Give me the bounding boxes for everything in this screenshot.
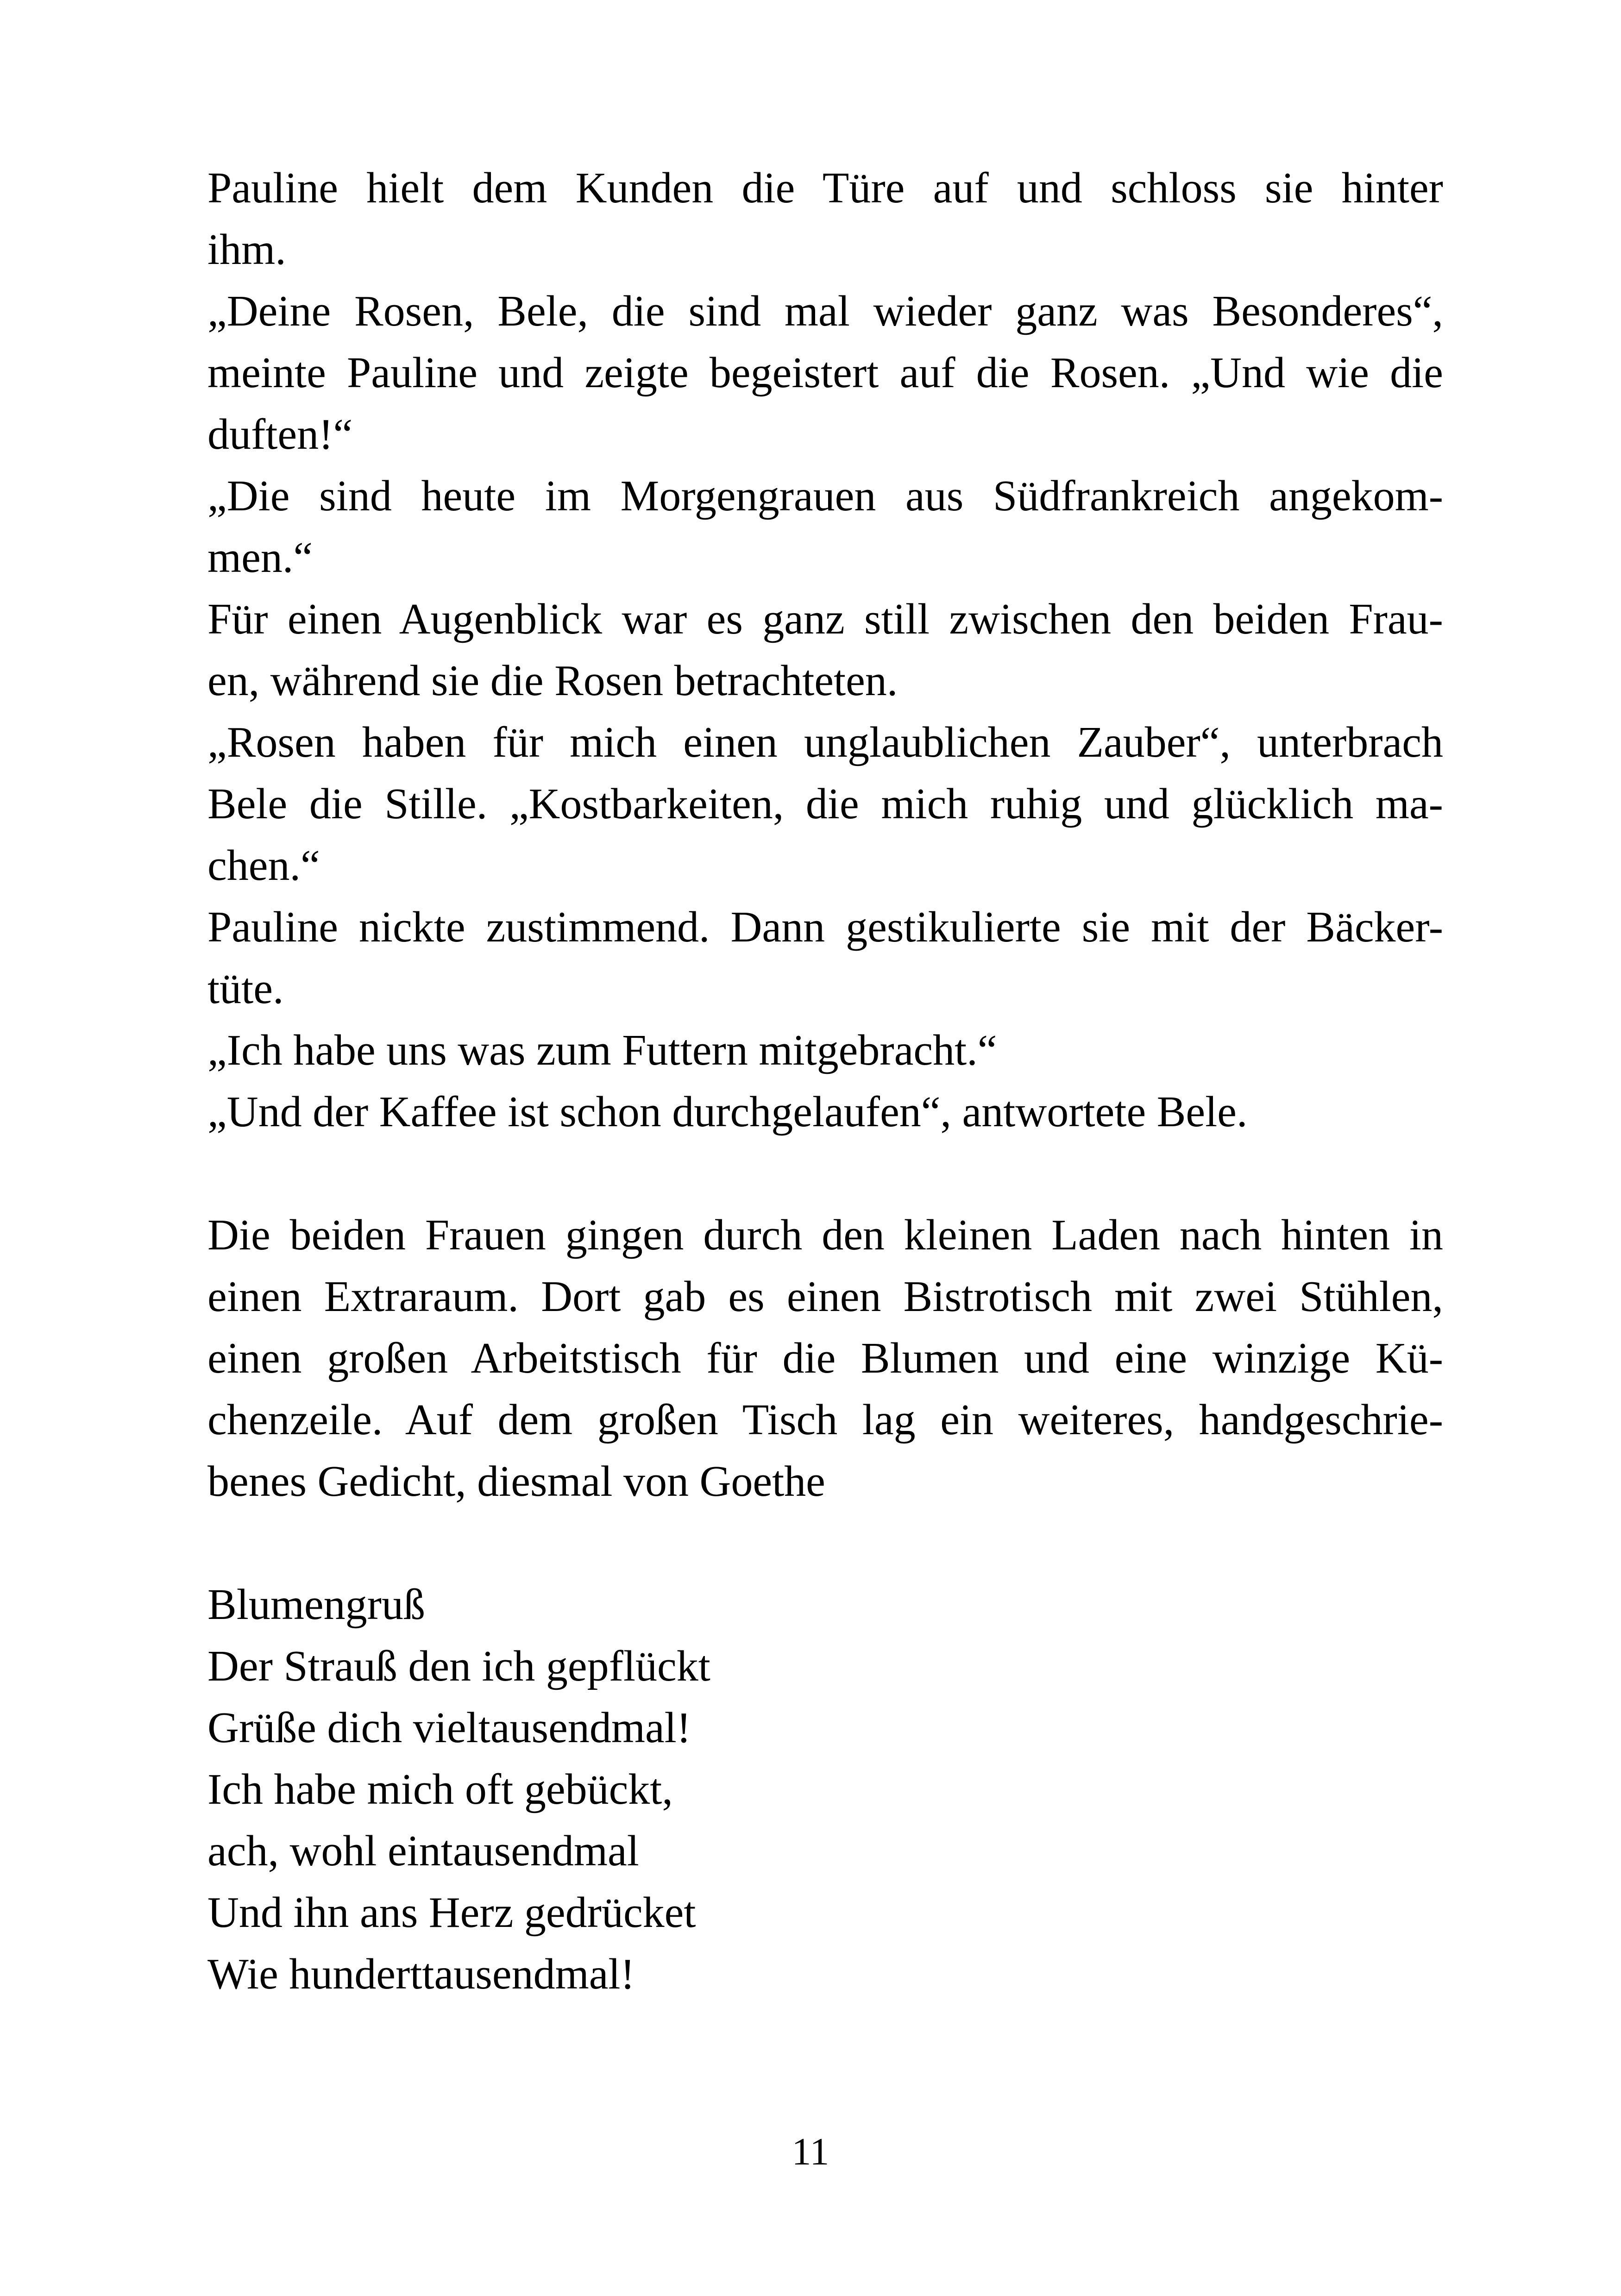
poem bbox=[207, 1574, 1443, 2005]
paragraph-gap bbox=[207, 1512, 1443, 1574]
text-line: ihm. bbox=[207, 226, 286, 274]
paragraph bbox=[207, 1204, 1443, 1512]
paragraph bbox=[207, 1081, 1443, 1143]
text-line: men.“ bbox=[207, 533, 313, 582]
page-number: 11 bbox=[792, 2130, 829, 2173]
poem-line: ach, wohl eintausendmal bbox=[207, 1827, 639, 1875]
text-line: chen.“ bbox=[207, 841, 320, 890]
paragraph bbox=[207, 465, 1443, 589]
poem-line: Wie hunderttausendmal! bbox=[207, 1950, 635, 1998]
text-line: meinte Pauline und zeigte begeistert auf die Rosen. „Und wie die bbox=[207, 349, 1443, 397]
text-line: einen großen Arbeitstisch für die Blumen und eine winzige Kü- bbox=[207, 1334, 1443, 1382]
text-line: „Rosen haben für mich einen unglaublichen Zauber“, unterbrach bbox=[207, 718, 1443, 766]
body-text bbox=[207, 157, 1443, 2005]
poem-line: Ich habe mich oft gebückt, bbox=[207, 1765, 673, 1813]
text-line: duften!“ bbox=[207, 410, 353, 458]
text-line: „Ich habe uns was zum Futtern mitgebracht.“ bbox=[207, 1026, 997, 1074]
text-line: Pauline hielt dem Kunden die Türe auf und schloss sie hinter bbox=[207, 164, 1443, 212]
poem-line: Grüße dich vieltausendmal! bbox=[207, 1704, 691, 1752]
text-line: tüte. bbox=[207, 965, 284, 1013]
paragraph bbox=[207, 281, 1443, 465]
poem-line: Der Strauß den ich gepflückt bbox=[207, 1642, 710, 1690]
paragraph bbox=[207, 712, 1443, 897]
paragraph bbox=[207, 897, 1443, 1020]
text-line: „Deine Rosen, Bele, die sind mal wieder ganz was Besonderes“, bbox=[207, 287, 1443, 335]
paragraph bbox=[207, 157, 1443, 281]
text-line: Für einen Augenblick war es ganz still zwischen den beiden Frau- bbox=[207, 595, 1443, 643]
poem-line: Und ihn ans Herz gedrücket bbox=[207, 1888, 696, 1937]
text-line: „Die sind heute im Morgengrauen aus Südfrankreich angekom- bbox=[207, 472, 1443, 520]
paragraph bbox=[207, 589, 1443, 712]
text-line: einen Extraraum. Dort gab es einen Bistrotisch mit zwei Stühlen, bbox=[207, 1273, 1443, 1321]
text-line: chenzeile. Auf dem großen Tisch lag ein weiteres, handgeschrie- bbox=[207, 1396, 1443, 1444]
text-line: benes Gedicht, diesmal von Goethe bbox=[207, 1457, 825, 1506]
paragraph-gap bbox=[207, 1143, 1443, 1204]
text-line: en, während sie die Rosen betrachteten. bbox=[207, 657, 898, 705]
text-line: „Und der Kaffee ist schon durchgelaufen“, antwortete Bele. bbox=[207, 1088, 1248, 1136]
poem-title: Blumengruß bbox=[207, 1581, 425, 1629]
text-line: Pauline nickte zustimmend. Dann gestikulierte sie mit der Bäcker- bbox=[207, 903, 1443, 951]
text-line: Die beiden Frauen gingen durch den kleinen Laden nach hinten in bbox=[207, 1211, 1443, 1259]
text-line: Bele die Stille. „Kostbarkeiten, die mich ruhig und glücklich ma- bbox=[207, 780, 1443, 828]
paragraph bbox=[207, 1020, 1443, 1081]
